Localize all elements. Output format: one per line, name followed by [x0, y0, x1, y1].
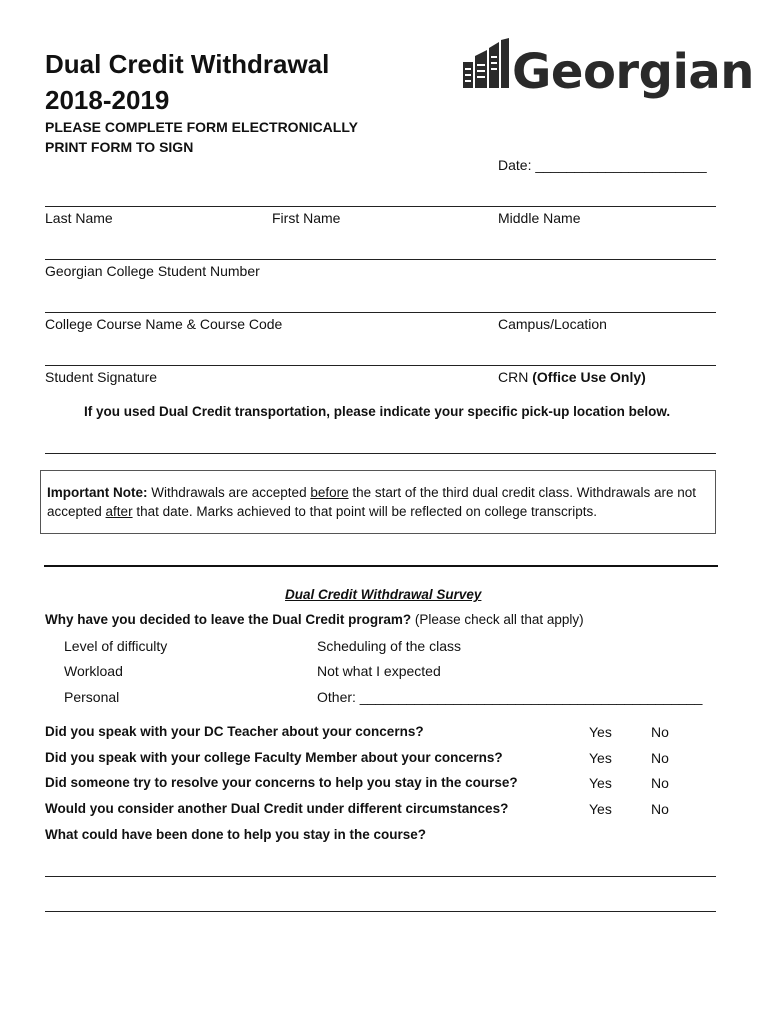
note-text-3: that date. Marks achieved to that point will be reflected on college transcripts. — [132, 504, 598, 519]
student-number-label: Georgian College Student Number — [45, 263, 260, 279]
last-name-label: Last Name — [45, 210, 113, 226]
date-field[interactable]: Date: ______________________ — [498, 157, 707, 173]
transport-prompt: If you used Dual Credit transportation, please indicate your specific pick-up location below. — [84, 404, 671, 419]
georgian-logo-icon — [460, 38, 512, 104]
signature-label: Student Signature — [45, 369, 158, 385]
resolve-yes[interactable]: Yes — [589, 775, 612, 791]
question-dc-teacher: Did you speak with your DC Teacher about your concerns? — [45, 724, 424, 739]
crn-label — [498, 369, 646, 385]
middle-name-label: Middle Name — [498, 210, 581, 226]
crn-text: CRN — [498, 369, 533, 385]
important-note-label: Important Note: — [47, 485, 148, 500]
option-other[interactable]: Other: ____________________________________________ — [317, 689, 703, 705]
course-line[interactable] — [45, 312, 716, 313]
dc-teacher-yes[interactable]: Yes — [589, 724, 612, 740]
dc-teacher-no[interactable]: No — [651, 724, 669, 740]
instruction-print: PRINT FORM TO SIGN — [45, 139, 194, 155]
georgian-wordmark: Georgian — [512, 44, 754, 100]
form-year: 2018-2019 — [45, 85, 170, 115]
another-dc-no[interactable]: No — [651, 801, 669, 817]
note-after: after — [105, 504, 133, 519]
note-text-1: Withdrawals are accepted — [147, 485, 311, 500]
another-dc-yes[interactable]: Yes — [589, 801, 612, 817]
option-personal[interactable]: Personal — [64, 689, 120, 705]
question-what-could: What could have been done to help you stay in the course? — [45, 827, 427, 842]
question-resolve: Did someone try to resolve your concerns to help you stay in the course? — [45, 775, 518, 790]
option-scheduling[interactable]: Scheduling of the class — [317, 638, 461, 654]
signature-line[interactable] — [45, 365, 716, 366]
option-not-expected[interactable]: Not what I expected — [317, 663, 441, 679]
faculty-no[interactable]: No — [651, 750, 669, 766]
survey-question — [45, 612, 584, 627]
answer-line-2[interactable] — [45, 911, 716, 912]
option-workload[interactable]: Workload — [64, 663, 123, 679]
option-difficulty[interactable]: Level of difficulty — [64, 638, 168, 654]
campus-label: Campus/Location — [498, 316, 607, 332]
note-text-2: the start of the third dual credit class. Withdrawals are not accepted — [47, 485, 697, 519]
instruction-electronic: PLEASE COMPLETE FORM ELECTRONICALLY — [45, 119, 358, 135]
resolve-no[interactable]: No — [651, 775, 669, 791]
survey-question-hint: (Please check all that apply) — [411, 612, 584, 627]
pickup-location-line[interactable] — [45, 453, 716, 454]
question-another-dc: Would you consider another Dual Credit under different circumstances? — [45, 801, 509, 816]
name-line[interactable] — [45, 206, 716, 207]
survey-question-text: Why have you decided to leave the Dual Credit program? — [45, 612, 412, 627]
crn-office-note: (Office Use Only) — [532, 369, 646, 385]
faculty-yes[interactable]: Yes — [589, 750, 612, 766]
question-faculty: Did you speak with your college Faculty Member about your concerns? — [45, 750, 503, 765]
first-name-label: First Name — [272, 210, 341, 226]
student-number-line[interactable] — [45, 259, 716, 260]
section-divider — [44, 565, 718, 567]
important-note-box — [40, 470, 716, 534]
survey-heading: Dual Credit Withdrawal Survey — [285, 587, 482, 602]
form-title: Dual Credit Withdrawal — [45, 49, 330, 79]
note-before: before — [310, 485, 349, 500]
answer-line-1[interactable] — [45, 876, 716, 877]
course-label: College Course Name & Course Code — [45, 316, 283, 332]
